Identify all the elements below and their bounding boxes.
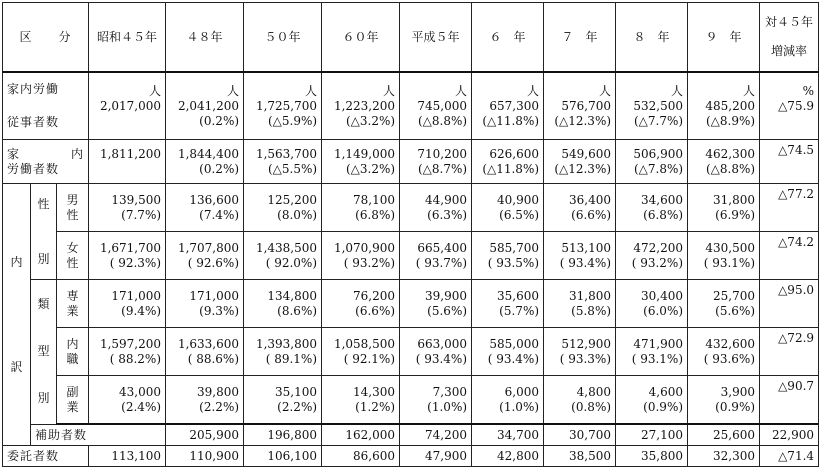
data-cell: 171,000 (9.3%) — [166, 280, 244, 328]
data-cell: 74,200 — [400, 424, 472, 446]
data-cell: 432,600 ( 93.6%) — [688, 328, 760, 376]
data-cell: 34,700 — [472, 424, 544, 446]
table-row-homeworkers — [3, 72, 819, 140]
data-cell: 139,500 (7.7%) — [89, 184, 166, 232]
data-cell: 171,000 (9.4%) — [89, 280, 166, 328]
data-cell: 25,600 — [688, 424, 760, 446]
sub-label: 女 性 — [57, 232, 89, 280]
data-cell: 43,000 (2.4%) — [89, 376, 166, 425]
data-cell: 32,300 — [688, 446, 760, 467]
data-cell: 35,100 (2.2%) — [244, 376, 322, 425]
data-cell: 162,000 — [322, 424, 400, 446]
rate-cell: % △75.9 — [760, 72, 819, 140]
data-cell: 462,300 (△8.8%) — [688, 140, 760, 184]
data-cell: 30,700 — [544, 424, 616, 446]
data-cell: 36,400 (6.6%) — [544, 184, 616, 232]
data-cell: 人 657,300 (△11.8%) — [472, 72, 544, 140]
data-cell: 27,100 — [616, 424, 688, 446]
table-row-secondary — [3, 376, 819, 425]
sub-label: 男 性 — [57, 184, 89, 232]
table-row-assistants — [3, 424, 819, 446]
data-cell: 1,707,800 ( 92.6%) — [166, 232, 244, 280]
homework-statistics-table — [2, 2, 819, 467]
data-cell: 人 745,000 (△8.8%) — [400, 72, 472, 140]
data-cell: 1,070,900 ( 93.2%) — [322, 232, 400, 280]
data-cell: 78,100 (6.8%) — [322, 184, 400, 232]
row-label: 家内労働 従事者数 — [3, 72, 89, 140]
rate-cell: △90.7 — [760, 376, 819, 425]
data-cell: 585,000 ( 93.4%) — [472, 328, 544, 376]
table-row-contractors — [3, 446, 819, 467]
data-cell: 136,600 (7.4%) — [166, 184, 244, 232]
data-cell: 31,800 (5.8%) — [544, 280, 616, 328]
data-cell: 549,600 (△12.3%) — [544, 140, 616, 184]
data-cell: 1,058,500 ( 92.1%) — [322, 328, 400, 376]
year-header: ９ 年 — [688, 3, 760, 73]
sub-label: 専 業 — [57, 280, 89, 328]
data-cell: 1,597,200 ( 88.2%) — [89, 328, 166, 376]
table-row-fulltime — [3, 280, 819, 328]
year-header: ５０年 — [244, 3, 322, 73]
rate-header — [760, 3, 819, 73]
data-cell: 76,200 (6.6%) — [322, 280, 400, 328]
data-cell: 35,800 — [616, 446, 688, 467]
table-row-sidejob — [3, 328, 819, 376]
data-cell: 513,100 ( 93.4%) — [544, 232, 616, 280]
table-row-female — [3, 232, 819, 280]
data-cell: 1,438,500 ( 92.0%) — [244, 232, 322, 280]
data-cell: 人 1,223,200 (△3.2%) — [322, 72, 400, 140]
rate-cell: △74.2 — [760, 232, 819, 280]
data-cell: 1,811,200 — [89, 140, 166, 184]
data-cell: 472,200 ( 93.2%) — [616, 232, 688, 280]
data-cell: 710,200 (△8.7%) — [400, 140, 472, 184]
type-label: 類 型 別 — [31, 280, 57, 425]
data-cell: 40,900 (6.5%) — [472, 184, 544, 232]
data-cell: 1,844,400 (0.2%) — [166, 140, 244, 184]
data-cell: 7,300 (1.0%) — [400, 376, 472, 425]
category-header-text: 区 分 — [19, 29, 72, 44]
data-cell: 22,900 — [760, 424, 819, 446]
header-row — [3, 3, 819, 73]
data-cell: 1,671,700 ( 92.3%) — [89, 232, 166, 280]
year-header: 昭和４５年 — [89, 3, 166, 73]
data-cell: 205,900 — [166, 424, 244, 446]
sub-label: 副 業 — [57, 376, 89, 425]
data-cell: 人 532,500 (△7.7%) — [616, 72, 688, 140]
data-cell: 471,900 ( 93.1%) — [616, 328, 688, 376]
data-cell: 人 576,700 (△12.3%) — [544, 72, 616, 140]
data-cell: 86,600 — [322, 446, 400, 467]
year-header: ４８年 — [166, 3, 244, 73]
data-cell: 134,800 (8.6%) — [244, 280, 322, 328]
data-cell: 626,600 (△11.8%) — [472, 140, 544, 184]
data-cell: 106,100 — [244, 446, 322, 467]
data-cell: 人 1,725,700 (△5.9%) — [244, 72, 322, 140]
table-row-workers — [3, 140, 819, 184]
data-cell: 4,800 (0.8%) — [544, 376, 616, 425]
data-cell: 34,600 (6.8%) — [616, 184, 688, 232]
data-cell: 30,400 (6.0%) — [616, 280, 688, 328]
rate-cell: △77.2 — [760, 184, 819, 232]
data-cell: 1,563,700 (△5.5%) — [244, 140, 322, 184]
gender-label: 性 別 — [31, 184, 57, 280]
data-cell: 1,149,000 (△3.2%) — [322, 140, 400, 184]
row-label: 委託者数 — [3, 446, 89, 467]
data-cell: 585,700 ( 93.5%) — [472, 232, 544, 280]
year-header: ６０年 — [322, 3, 400, 73]
rate-cell: △72.9 — [760, 328, 819, 376]
data-cell: 39,800 (2.2%) — [166, 376, 244, 425]
data-cell: 人 2,041,200 (0.2%) — [166, 72, 244, 140]
row-label: 家 内 労働者数 — [3, 140, 89, 184]
data-cell: 110,900 — [166, 446, 244, 467]
data-cell: 35,600 (5.7%) — [472, 280, 544, 328]
row-label: 補助者数 — [31, 424, 166, 446]
rate-cell: △74.5 — [760, 140, 819, 184]
data-cell: 125,200 (8.0%) — [244, 184, 322, 232]
data-cell: 430,500 ( 93.1%) — [688, 232, 760, 280]
year-header: ７ 年 — [544, 3, 616, 73]
data-cell: 663,000 ( 93.4%) — [400, 328, 472, 376]
rate-header-line1: 対４５年 — [765, 15, 814, 29]
rate-cell: △95.0 — [760, 280, 819, 328]
data-cell: 14,300 (1.2%) — [322, 376, 400, 425]
data-cell: 506,900 (△7.8%) — [616, 140, 688, 184]
data-cell: 31,800 (6.9%) — [688, 184, 760, 232]
data-cell: 47,900 — [400, 446, 472, 467]
data-cell: 6,000 (1.0%) — [472, 376, 544, 425]
data-cell: 38,500 — [544, 446, 616, 467]
data-cell: 人 2,017,000 — [89, 72, 166, 140]
sub-label: 内 職 — [57, 328, 89, 376]
data-cell: 42,800 — [472, 446, 544, 467]
data-cell: 人 485,200 (△8.9%) — [688, 72, 760, 140]
data-cell: 44,900 (6.3%) — [400, 184, 472, 232]
rate-header-line2: 増減率 — [771, 44, 808, 58]
breakdown-label: 内 訳 — [3, 184, 31, 446]
data-cell: 113,100 — [89, 446, 166, 467]
data-cell: 4,600 (0.9%) — [616, 376, 688, 425]
data-cell: 196,800 — [244, 424, 322, 446]
table-container — [2, 2, 818, 463]
data-cell: 1,393,800 ( 89.1%) — [244, 328, 322, 376]
year-header: 平成５年 — [400, 3, 472, 73]
data-cell: 665,400 ( 93.7%) — [400, 232, 472, 280]
data-cell: 512,900 ( 93.3%) — [544, 328, 616, 376]
year-header: ８ 年 — [616, 3, 688, 73]
table-row-male — [3, 184, 819, 232]
year-header: ６ 年 — [472, 3, 544, 73]
data-cell: 25,700 (5.6%) — [688, 280, 760, 328]
data-cell: 3,900 (0.9%) — [688, 376, 760, 425]
category-header — [3, 3, 89, 73]
data-cell: 1,633,600 ( 88.6%) — [166, 328, 244, 376]
rate-cell: △71.4 — [760, 446, 819, 467]
data-cell: 39,900 (5.6%) — [400, 280, 472, 328]
